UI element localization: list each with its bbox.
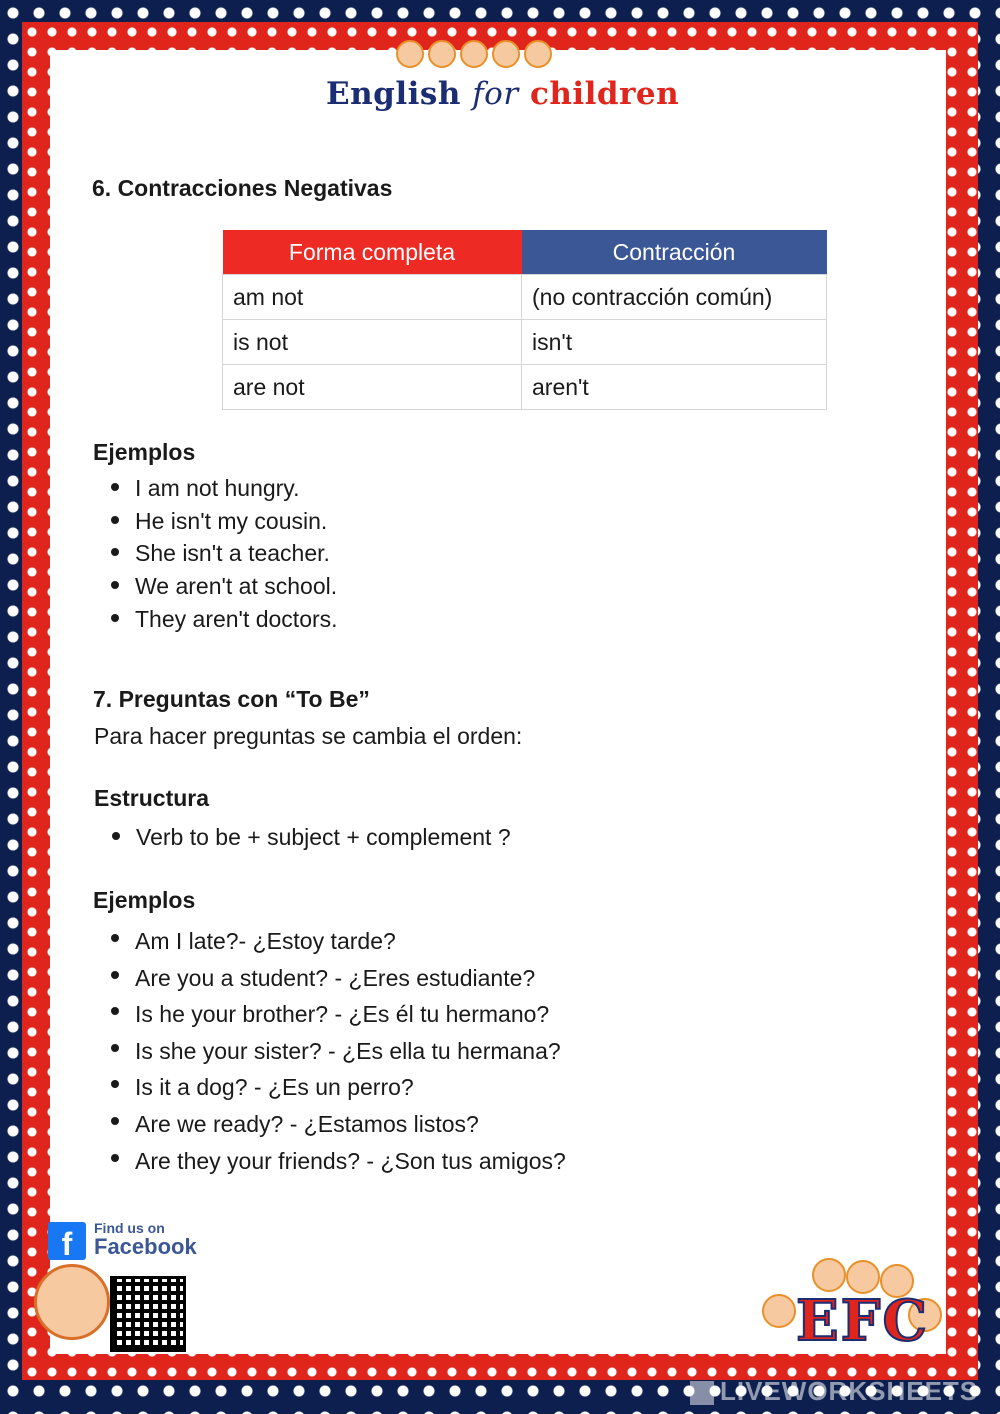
liveworksheets-logo-icon xyxy=(690,1381,714,1405)
list-item: Is she your sister? - ¿Es ella tu hermana? xyxy=(93,1033,566,1070)
contractions-table xyxy=(222,230,827,410)
facebook-icon: f xyxy=(48,1222,86,1260)
facebook-badge[interactable] xyxy=(48,1220,208,1260)
table-row xyxy=(223,365,827,410)
list-item: Is it a dog? - ¿Es un perro? xyxy=(93,1069,566,1106)
section7-title: 7. Preguntas con “To Be” xyxy=(93,686,370,712)
section7-examples-title: Ejemplos xyxy=(93,887,196,913)
efc-text: EFC xyxy=(796,1288,930,1354)
facebook-label: Facebook xyxy=(94,1234,197,1259)
facebook-find-label: Find us on xyxy=(94,1220,165,1236)
logo-text: English for children xyxy=(326,76,680,112)
section7-examples-list xyxy=(93,923,566,1179)
table-row xyxy=(223,320,827,365)
liveworksheets-watermark: LIVEWORKSHEETS xyxy=(690,1376,978,1406)
table-cell: (no contracción común) xyxy=(522,275,827,320)
list-item: I am not hungry. xyxy=(93,472,338,505)
qr-code[interactable] xyxy=(110,1276,186,1352)
section6-title: 6. Contracciones Negativas xyxy=(92,175,393,201)
kid-illustration xyxy=(762,1294,796,1328)
section7-intro: Para hacer preguntas se cambia el orden: xyxy=(94,723,523,749)
logo-kids-illustration xyxy=(396,40,552,68)
list-item: Are you a student? - ¿Eres estudiante? xyxy=(93,960,566,997)
efc-logo xyxy=(756,1258,946,1358)
table-cell: am not xyxy=(223,275,522,320)
list-item: Verb to be + subject + complement ? xyxy=(94,821,511,853)
table-cell: isn't xyxy=(522,320,827,365)
list-item: Is he your brother? - ¿Es él tu hermano? xyxy=(93,996,566,1033)
list-item: We aren't at school. xyxy=(93,570,338,603)
list-item: Are they your friends? - ¿Son tus amigos? xyxy=(93,1143,566,1180)
girl-illustration xyxy=(34,1264,110,1340)
list-item: They aren't doctors. xyxy=(93,603,338,636)
section6-examples-list xyxy=(93,472,338,636)
structure-list xyxy=(94,821,511,853)
header-logo xyxy=(326,40,680,120)
table-cell: aren't xyxy=(522,365,827,410)
section6-examples-title: Ejemplos xyxy=(93,439,196,465)
list-item: He isn't my cousin. xyxy=(93,505,338,538)
table-cell: is not xyxy=(223,320,522,365)
list-item: She isn't a teacher. xyxy=(93,537,338,570)
table-row xyxy=(223,275,827,320)
table-header-contraction: Contracción xyxy=(522,230,827,275)
structure-title: Estructura xyxy=(94,785,210,811)
table-cell: are not xyxy=(223,365,522,410)
list-item: Are we ready? - ¿Estamos listos? xyxy=(93,1106,566,1143)
table-header-full-form: Forma completa xyxy=(223,230,522,275)
list-item: Am I late?- ¿Estoy tarde? xyxy=(93,923,566,960)
kid-illustration xyxy=(812,1258,846,1292)
